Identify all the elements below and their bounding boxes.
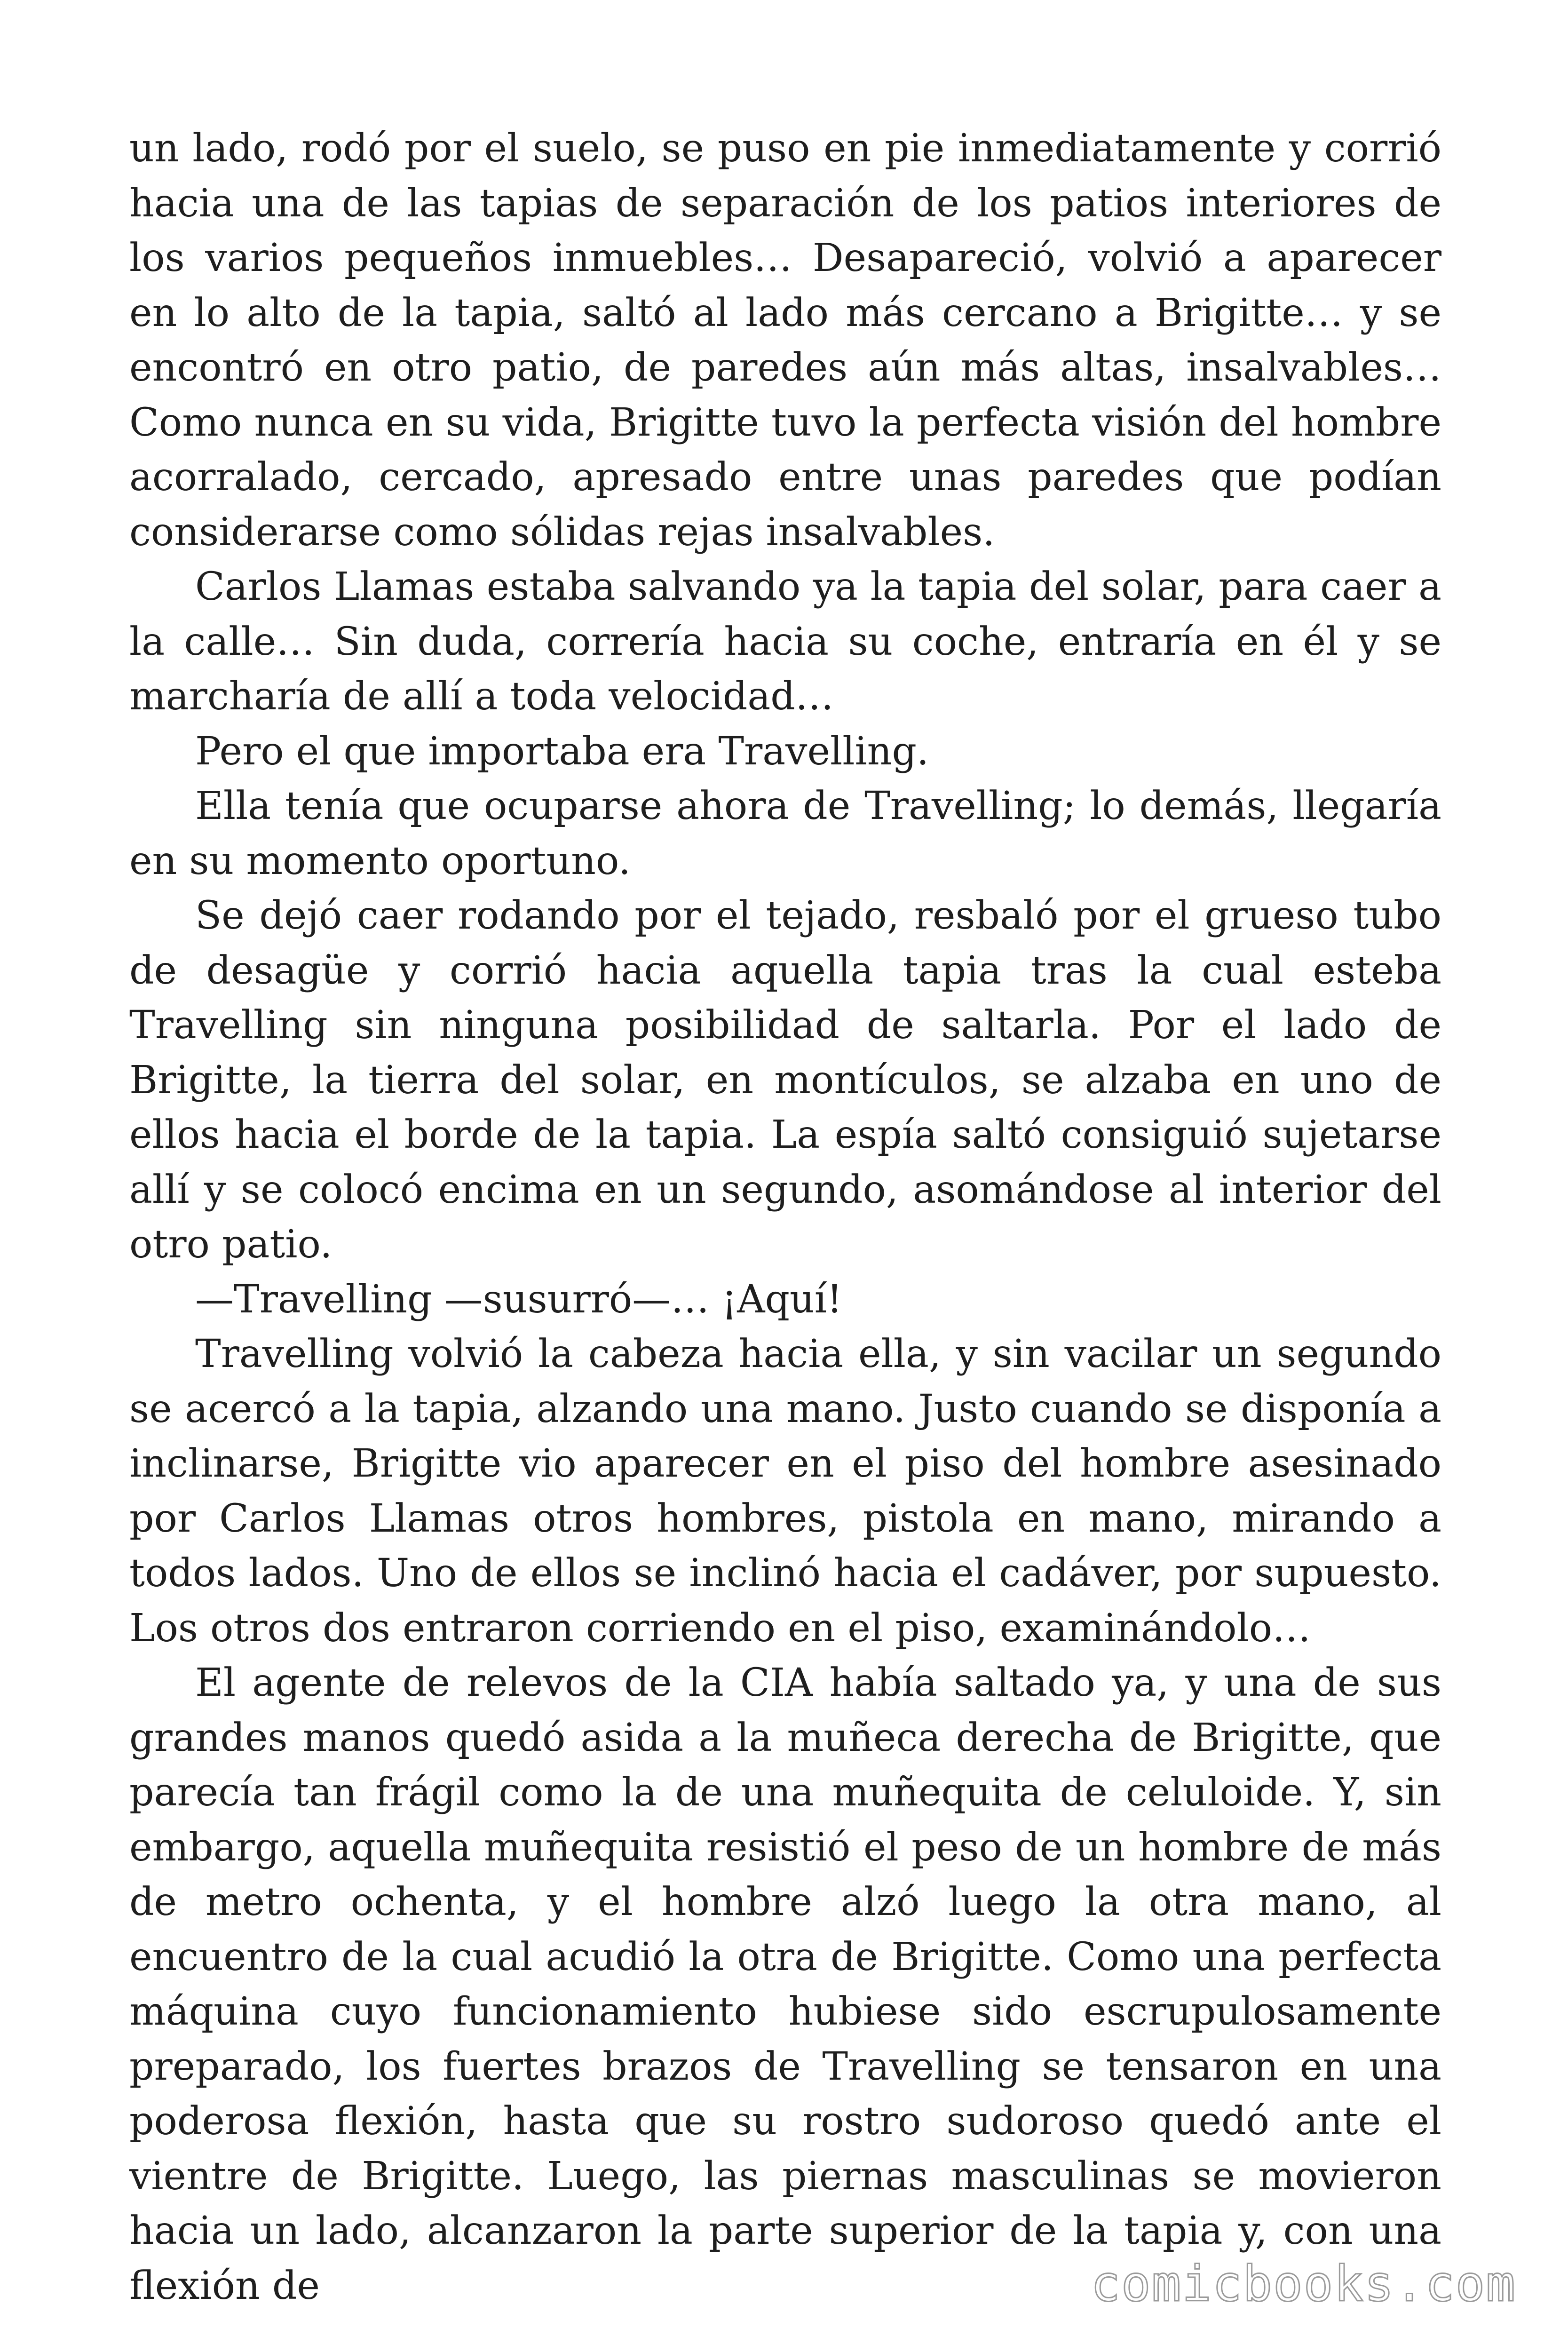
- body-text: [129, 121, 1441, 2313]
- paragraph-7: Travelling volvió la cabeza hacia ella, y sin vacilar un segundo se acercó a la tapia, alzando una mano. Justo cuando se disponía a inclinarse, Brigitte vio aparecer en el piso del hombre asesinado por Carlos Llamas otros hombres, pistola en mano, mirando a todos lados. Uno de ellos se inclinó hacia el cadáver, por supuesto. Los otros dos entraron corriendo en el piso, examinándolo…: [129, 1332, 1441, 1651]
- paragraph-3: Pero el que importaba era Travelling.: [195, 729, 929, 774]
- paragraph-2: Carlos Llamas estaba salvando ya la tapia del solar, para caer a la calle… Sin duda, correría hacia su coche, entraría en él y se marcharía de allí a toda velocidad…: [129, 564, 1441, 719]
- paragraph-5: Se dejó caer rodando por el tejado, resbaló por el grueso tubo de desagüe y corrió hacia aquella tapia tras la cual esteba Travelling sin ninguna posibilidad de saltarla. Por el lado de Brigitte, la tierra del solar, en montículos, se alzaba en uno de ellos hacia el borde de la tapia. La espía saltó consiguió sujetarse allí y se colocó encima en un segundo, asomándose al interior del otro patio.: [129, 893, 1441, 1267]
- watermark-logo: comicbooks.com: [1091, 2255, 1516, 2312]
- paragraph-6-dialogue: —Travelling —susurró—… ¡Aquí!: [195, 1277, 842, 1322]
- paragraph-8: El agente de relevos de la CIA había saltado ya, y una de sus grandes manos quedó asida a la muñeca derecha de Brigitte, que parecía tan frágil como la de una muñequita de celuloide. Y, sin embargo, aquella muñequita resistió el peso de un hombre de más de metro ochenta, y el hombre alzó luego la otra mano, al encuentro de la cual acudió la otra de Brigitte. Como una perfecta máquina cuyo funcionamiento hubiese sido escrupulosamente preparado, los fuertes brazos de Travelling se tensaron en una poderosa flexión, hasta que su rostro sudoroso quedó ante el vientre de Brigitte. Luego, las piernas masculinas se movieron hacia un lado, alcanzaron la parte superior de la tapia y, con una flexión de: [129, 1661, 1441, 2308]
- paragraph-4: Ella tenía que ocuparse ahora de Travelling; lo demás, llegaría en su momento oportuno.: [129, 784, 1441, 883]
- paragraph-1: un lado, rodó por el suelo, se puso en pie inmediatamente y corrió hacia una de las tapias de separación de los patios interiores de los varios pequeños inmuebles… Desapareció, volvió a aparecer en lo alto de la tapia, saltó al lado más cercano a Brigitte… y se encontró en otro patio, de paredes aún más altas, insalvables… Como nunca en su vida, Brigitte tuvo la perfecta visión del hombre acorralado, cercado, apresado entre unas paredes que podían considerarse como sólidas rejas insalvables.: [129, 126, 1441, 555]
